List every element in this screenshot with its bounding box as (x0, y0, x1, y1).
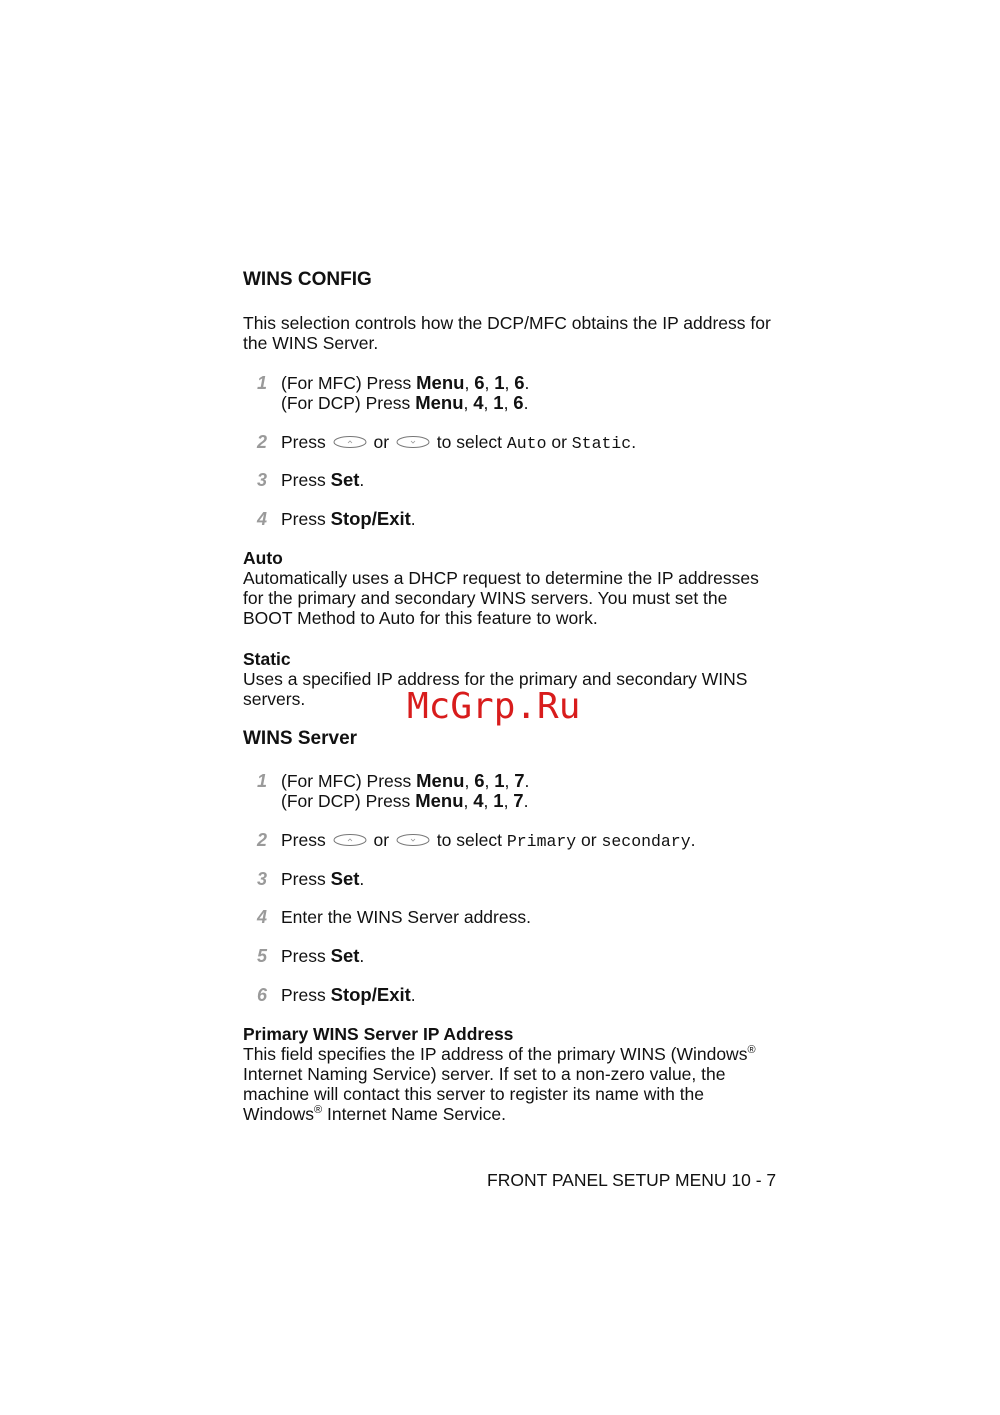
step-text-prefix: (For DCP) Press (281, 791, 416, 811)
registered-mark: ® (747, 1044, 756, 1057)
auto-line: BOOT Method to Auto for this feature to work. (243, 608, 598, 628)
section-heading-wins-config: WINS CONFIG (243, 269, 372, 290)
step-number: 1 (257, 373, 268, 393)
step-text-or: or (551, 432, 567, 452)
dcp-line: (For DCP) Press Menu, 4, 1, 6. (281, 392, 529, 413)
key-separator: / (371, 508, 377, 529)
step-number: 2 (257, 830, 268, 850)
step-text-prefix: (For MFC) Press (281, 771, 417, 791)
intro-line: the WINS Server. (243, 333, 379, 353)
key-menu: Menu (416, 372, 465, 393)
step-number: 6 (257, 985, 268, 1005)
static-line: servers. (243, 689, 306, 709)
primary-line: machine will contact this server to register its name with the (243, 1084, 705, 1104)
key-stop: Stop (330, 508, 372, 529)
dcp-line: (For DCP) Press Menu, 4, 1, 7. (281, 790, 529, 811)
mfc-line: (For MFC) Press Menu, 6, 1, 7. (281, 770, 530, 791)
watermark-text: McGrp.Ru (407, 686, 581, 727)
step-text-press: Press (281, 869, 331, 889)
key-digit: 6 (474, 770, 485, 791)
key-exit: Exit (376, 984, 411, 1005)
option-secondary: secondary (601, 832, 691, 851)
key-digit: 6 (514, 372, 525, 393)
step-text-press: Press (281, 509, 331, 529)
up-arrow-key-icon (333, 833, 367, 847)
key-set: Set (330, 868, 360, 889)
key-digit: 4 (473, 392, 484, 413)
step-text-press: Press (281, 985, 331, 1005)
step-text: Press Stop/Exit. (281, 508, 416, 529)
option-auto: Auto (506, 434, 547, 453)
step-text: Press Set. (281, 868, 365, 889)
step-text: Press or to select Auto or Static. (281, 432, 637, 453)
key-digit: 4 (473, 790, 484, 811)
key-digit: 1 (493, 790, 504, 811)
step-text: Enter the WINS Server address. (281, 907, 531, 927)
key-digit: 7 (513, 790, 524, 811)
mfc-line: (For MFC) Press Menu, 6, 1, 6. (281, 372, 530, 393)
step-text: Press or to select Primary or secondary. (281, 830, 696, 851)
down-arrow-key-icon (396, 435, 430, 449)
step-text: Press Set. (281, 469, 365, 490)
step-number: 3 (257, 869, 268, 889)
step-text-press: Press (281, 830, 326, 850)
step-text-or: or (373, 830, 390, 850)
step-text-to-select: to select (436, 830, 502, 850)
primary-line-text: Internet Name Service. (322, 1104, 506, 1124)
key-digit: 1 (493, 392, 504, 413)
step-text-or: or (581, 830, 597, 850)
auto-line: Automatically uses a DHCP request to determine the IP addresses (243, 568, 759, 588)
up-arrow-key-icon (333, 435, 367, 449)
option-static: Static (571, 434, 632, 453)
step-text-press: Press (281, 946, 331, 966)
step-text-press: Press (281, 432, 326, 452)
step-text-or: or (373, 432, 390, 452)
step-text-to-select: to select (436, 432, 502, 452)
primary-wins-description (243, 1024, 803, 1124)
key-digit: 6 (513, 392, 524, 413)
static-line: Uses a specified IP address for the primary and secondary WINS (243, 669, 748, 689)
step-text-prefix: (For DCP) Press (281, 393, 416, 413)
section-heading-wins-server: WINS Server (243, 728, 358, 749)
key-digit: 1 (494, 372, 505, 393)
option-primary: Primary (506, 832, 577, 851)
step-number: 4 (257, 907, 268, 927)
step-number: 4 (257, 509, 268, 529)
key-exit: Exit (376, 508, 411, 529)
down-arrow-key-icon (396, 833, 430, 847)
subheading-primary-wins: Primary WINS Server IP Address (243, 1024, 514, 1044)
primary-line-text: This field specifies the IP address of the primary WINS (Windows (243, 1044, 748, 1064)
primary-line-text: Windows (243, 1104, 314, 1124)
step-text: Press Set. (281, 945, 365, 966)
key-digit: 7 (514, 770, 525, 791)
key-stop: Stop (330, 984, 372, 1005)
primary-line: Internet Naming Service) server. If set to a non-zero value, the (243, 1064, 726, 1084)
subheading-auto: Auto (243, 548, 283, 568)
step-text-prefix: (For MFC) Press (281, 373, 417, 393)
key-separator: / (371, 984, 377, 1005)
auto-description (243, 548, 803, 628)
step-number: 5 (257, 946, 268, 966)
key-set: Set (330, 469, 360, 490)
step-text (281, 373, 529, 413)
step-number: 3 (257, 470, 268, 490)
key-digit: 1 (494, 770, 505, 791)
primary-line (243, 1104, 803, 1124)
step-number: 2 (257, 432, 268, 452)
subheading-static: Static (243, 649, 291, 669)
wins-config-intro (243, 313, 803, 353)
key-digit: 6 (474, 372, 485, 393)
step-text-press: Press (281, 470, 331, 490)
registered-mark: ® (314, 1104, 323, 1117)
intro-line: This selection controls how the DCP/MFC obtains the IP address for (243, 313, 771, 333)
step-text (281, 771, 529, 811)
key-menu: Menu (415, 790, 464, 811)
auto-line: for the primary and secondary WINS servers. You must set the (243, 588, 728, 608)
primary-line (243, 1044, 803, 1064)
step-text: Press Stop/Exit. (281, 984, 416, 1005)
page-footer: FRONT PANEL SETUP MENU 10 - 7 (487, 1170, 777, 1190)
key-menu: Menu (416, 770, 465, 791)
key-menu: Menu (415, 392, 464, 413)
key-set: Set (330, 945, 360, 966)
step-number: 1 (257, 771, 268, 791)
